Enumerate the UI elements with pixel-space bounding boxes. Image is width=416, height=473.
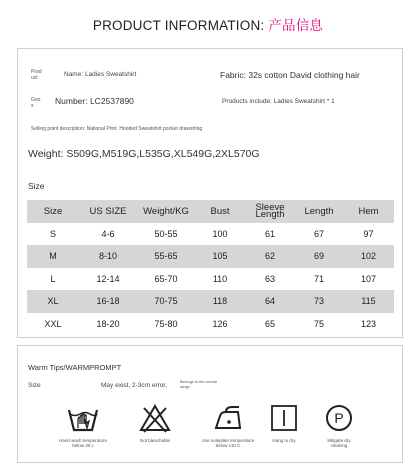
cell-weight: 75-80 [154, 318, 178, 329]
iron-caption: Use soleplate temperature below 110 C [201, 438, 255, 448]
cell-length: 73 [295, 290, 343, 313]
cell-hem: 102 [343, 245, 394, 268]
hand-wash-icon [67, 402, 99, 434]
cell-weight: 70-75 [137, 290, 195, 313]
cell-size: L [50, 273, 56, 284]
header-size: Size [27, 200, 79, 223]
no-bleach-icon [139, 402, 171, 434]
table-row [27, 313, 394, 336]
cell-weight: 65-70 [154, 273, 178, 284]
cell-us-size: 4-6 [101, 228, 115, 239]
header-us-size: US SIZE [79, 200, 137, 223]
cell-length: 69 [295, 245, 343, 268]
cell-bust: 100 [212, 228, 228, 239]
cell-sleeve: 65 [264, 318, 275, 329]
product-name: Name: Ladies Sweatshirt [64, 71, 137, 78]
weight-text: Weight: S509G,M519G,L535G,XL549G,2XL570G [28, 148, 260, 160]
cell-weight: 50-55 [154, 228, 178, 239]
size-table-header [27, 200, 394, 223]
cell-size: XXL [44, 318, 62, 329]
cell-sleeve: 62 [245, 245, 295, 268]
fabric-text: Fabric: 32s cotton David clothing hair [220, 70, 360, 80]
products-include: Products include: Ladies Sweatshirt * 1 [222, 98, 335, 105]
table-row [27, 290, 394, 313]
no-bleach-caption: Not bleachable [139, 438, 171, 443]
cell-length: 71 [313, 273, 324, 284]
cell-hem: 123 [360, 318, 377, 329]
cell-bust: 105 [195, 245, 245, 268]
hang-dry-icon [268, 402, 300, 434]
tips-error: 2-3cm error, [132, 382, 168, 389]
svg-text:P: P [334, 410, 344, 426]
header-length: Length [295, 200, 343, 223]
dry-clean-icon [323, 402, 355, 434]
hand-wash-caption: Hand wash temperature below 30 c [58, 438, 108, 448]
tips-manual-note: Belongs to the normal range [180, 380, 217, 389]
iron-low-icon [212, 402, 244, 434]
table-row [27, 223, 394, 246]
cell-hem: 115 [343, 290, 394, 313]
tips-title: Warm Tips/WARMPROMPT [28, 363, 122, 372]
selling-point: Selling point description: National Print. Hooded Sweatshirt pocket drawstring [31, 126, 203, 132]
header-hem: Hem [343, 200, 394, 223]
tips-may-exist: May exist, [101, 382, 131, 389]
cell-size: XL [27, 290, 79, 313]
size-table [27, 200, 394, 335]
page-title [0, 14, 416, 34]
cell-bust: 118 [195, 290, 245, 313]
header-weight: Weight/KG [137, 200, 195, 223]
cell-us-size: 8-10 [79, 245, 137, 268]
cell-size: S [49, 228, 56, 239]
cell-length: 67 [313, 228, 324, 239]
dry-clean-caption: Mitigate dry cleaning [327, 438, 351, 448]
hang-dry-caption: Hang to dry [272, 438, 296, 443]
header-sleeve-length: Sleeve Length [245, 200, 295, 223]
cell-length: 75 [313, 318, 324, 329]
tips-size-word: Size [28, 382, 41, 389]
table-row [27, 245, 394, 268]
title-cn: 产品信息 [268, 18, 324, 33]
cell-hem: 107 [360, 273, 377, 284]
cell-size: M [27, 245, 79, 268]
cell-us-size: 16-18 [79, 290, 137, 313]
product-number: Number: LC2537890 [55, 96, 134, 106]
cell-sleeve: 64 [245, 290, 295, 313]
header-bust: Bust [195, 200, 245, 223]
cell-us-size: 12-14 [96, 273, 120, 284]
table-row [27, 268, 394, 291]
cell-sleeve: 61 [264, 228, 275, 239]
warm-tips-card [17, 345, 403, 463]
cell-hem: 97 [363, 228, 374, 239]
product-info-card [17, 48, 403, 338]
product-label: Prod uct [31, 69, 42, 81]
cell-us-size: 18-20 [96, 318, 120, 329]
size-label: Size [28, 181, 45, 191]
cell-weight: 55-65 [137, 245, 195, 268]
goods-label: Goo s [31, 97, 41, 109]
cell-sleeve: 63 [264, 273, 275, 284]
title-en: PRODUCT INFORMATION: [92, 18, 269, 33]
cell-bust: 126 [212, 318, 228, 329]
cell-bust: 110 [212, 273, 228, 284]
